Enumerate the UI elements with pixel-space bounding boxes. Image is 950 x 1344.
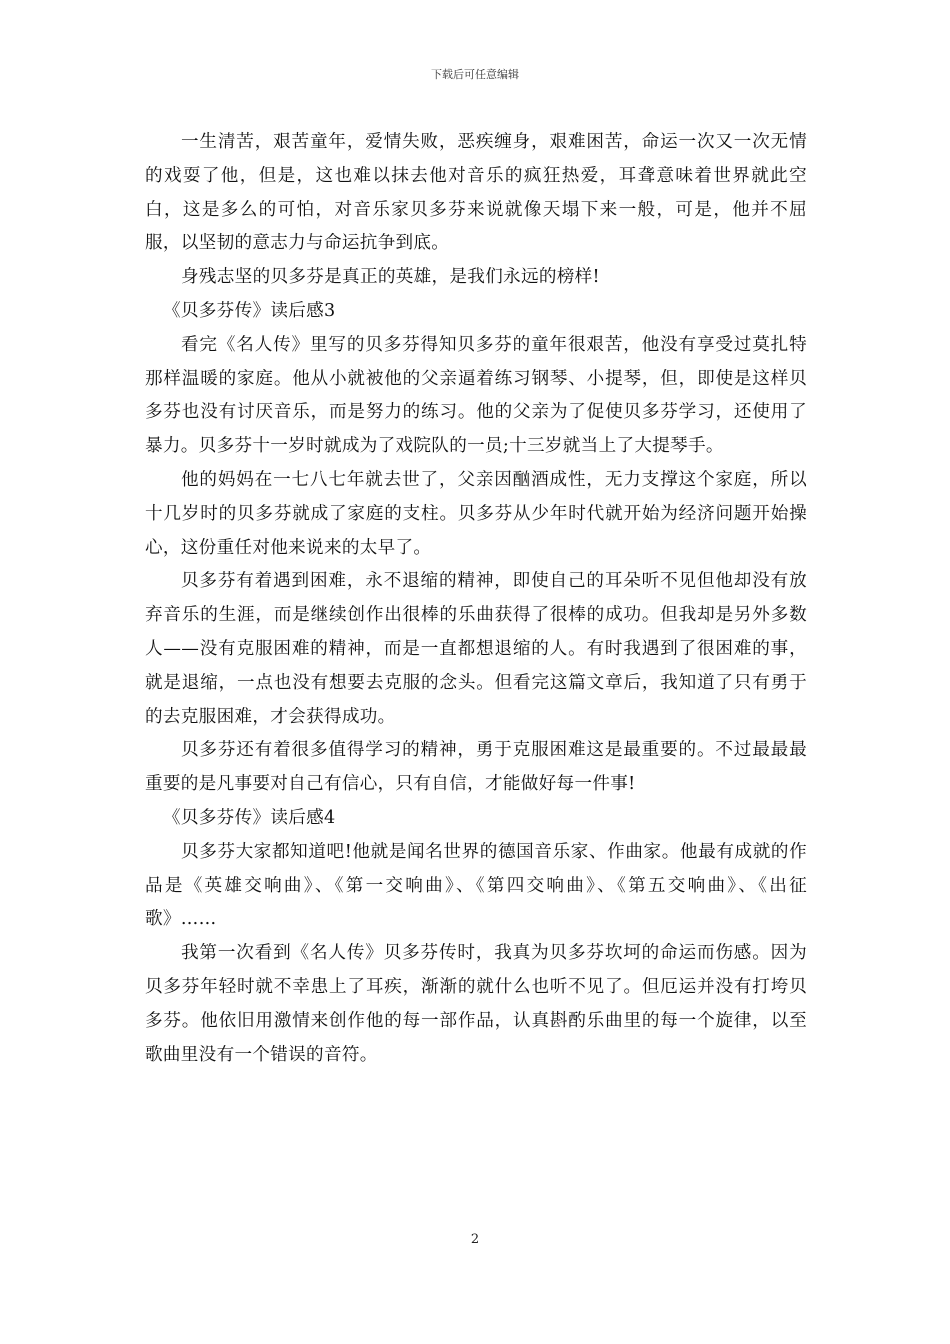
paragraph: 他的妈妈在一七八七年就去世了，父亲因酗酒成性，无力支撑这个家庭，所以十几岁时的贝多芬就成了家庭的支柱。贝多芬从少年时代就开始为经济问题开始操心，这份重任对他来说来的太早了。: [145, 469, 807, 558]
paragraph: 身残志坚的贝多芬是真正的英雄，是我们永远的榜样!: [181, 267, 600, 288]
section-heading: 《贝多芬传》读后感4: [163, 807, 336, 828]
section-heading: 《贝多芬传》读后感3: [163, 300, 336, 321]
paragraph: 贝多芬还有着很多值得学习的精神，勇于克服困难这是最重要的。不过最最最重要的是凡事要对自己有信心，只有自信，才能做好每一件事!: [145, 740, 807, 795]
page-number: 2: [470, 1232, 480, 1247]
paragraph: 贝多芬有着遇到困难，永不退缩的精神，即使自己的耳朵听不见但他却没有放弃音乐的生涯，而是继续创作出很棒的乐曲获得了很棒的成功。但我却是另外多数人——没有克服困难的精神，而是一直都想退缩的人。有时我遇到了很困难的事，就是退缩，一点也没有想要去克服的念头。但看完这篇文章后，我知道了只有勇于的去克服困难，才会获得成功。: [145, 571, 807, 727]
document-body: [145, 126, 807, 1072]
paragraph: 一生清苦，艰苦童年，爱情失败，恶疾缠身，艰难困苦，命运一次又一次无情的戏耍了他，但是，这也难以抹去他对音乐的疯狂热爱，耳聋意味着世界就此空白，这是多么的可怕，对音乐家贝多芬来说就像天塌下来一般，可是，他并不屈服，以坚韧的意志力与命运抗争到底。: [145, 132, 807, 254]
paragraph: 贝多芬大家都知道吧!他就是闻名世界的德国音乐家、作曲家。他最有成就的作品是《英雄交响曲》、《第一交响曲》、《第四交响曲》、《第五交响曲》、《出征歌》……: [145, 841, 807, 930]
page-header: 下载后可任意编辑: [431, 68, 519, 81]
paragraph: 看完《名人传》里写的贝多芬得知贝多芬的童年很艰苦，他没有享受过莫扎特那样温暖的家庭。他从小就被他的父亲逼着练习钢琴、小提琴，但，即使是这样贝多芬也没有讨厌音乐，而是努力的练习。他的父亲为了促使贝多芬学习，还使用了暴力。贝多芬十一岁时就成为了戏院队的一员;十三岁就当上了大提琴手。: [145, 334, 807, 457]
paragraph: 我第一次看到《名人传》贝多芬传时，我真为贝多芬坎坷的命运而伤感。因为贝多芬年轻时就不幸患上了耳疾，渐渐的就什么也听不见了。但厄运并没有打垮贝多芬。他依旧用激情来创作他的每一部作品，认真斟酌乐曲里的每一个旋律，以至歌曲里没有一个错误的音符。: [145, 943, 807, 1065]
